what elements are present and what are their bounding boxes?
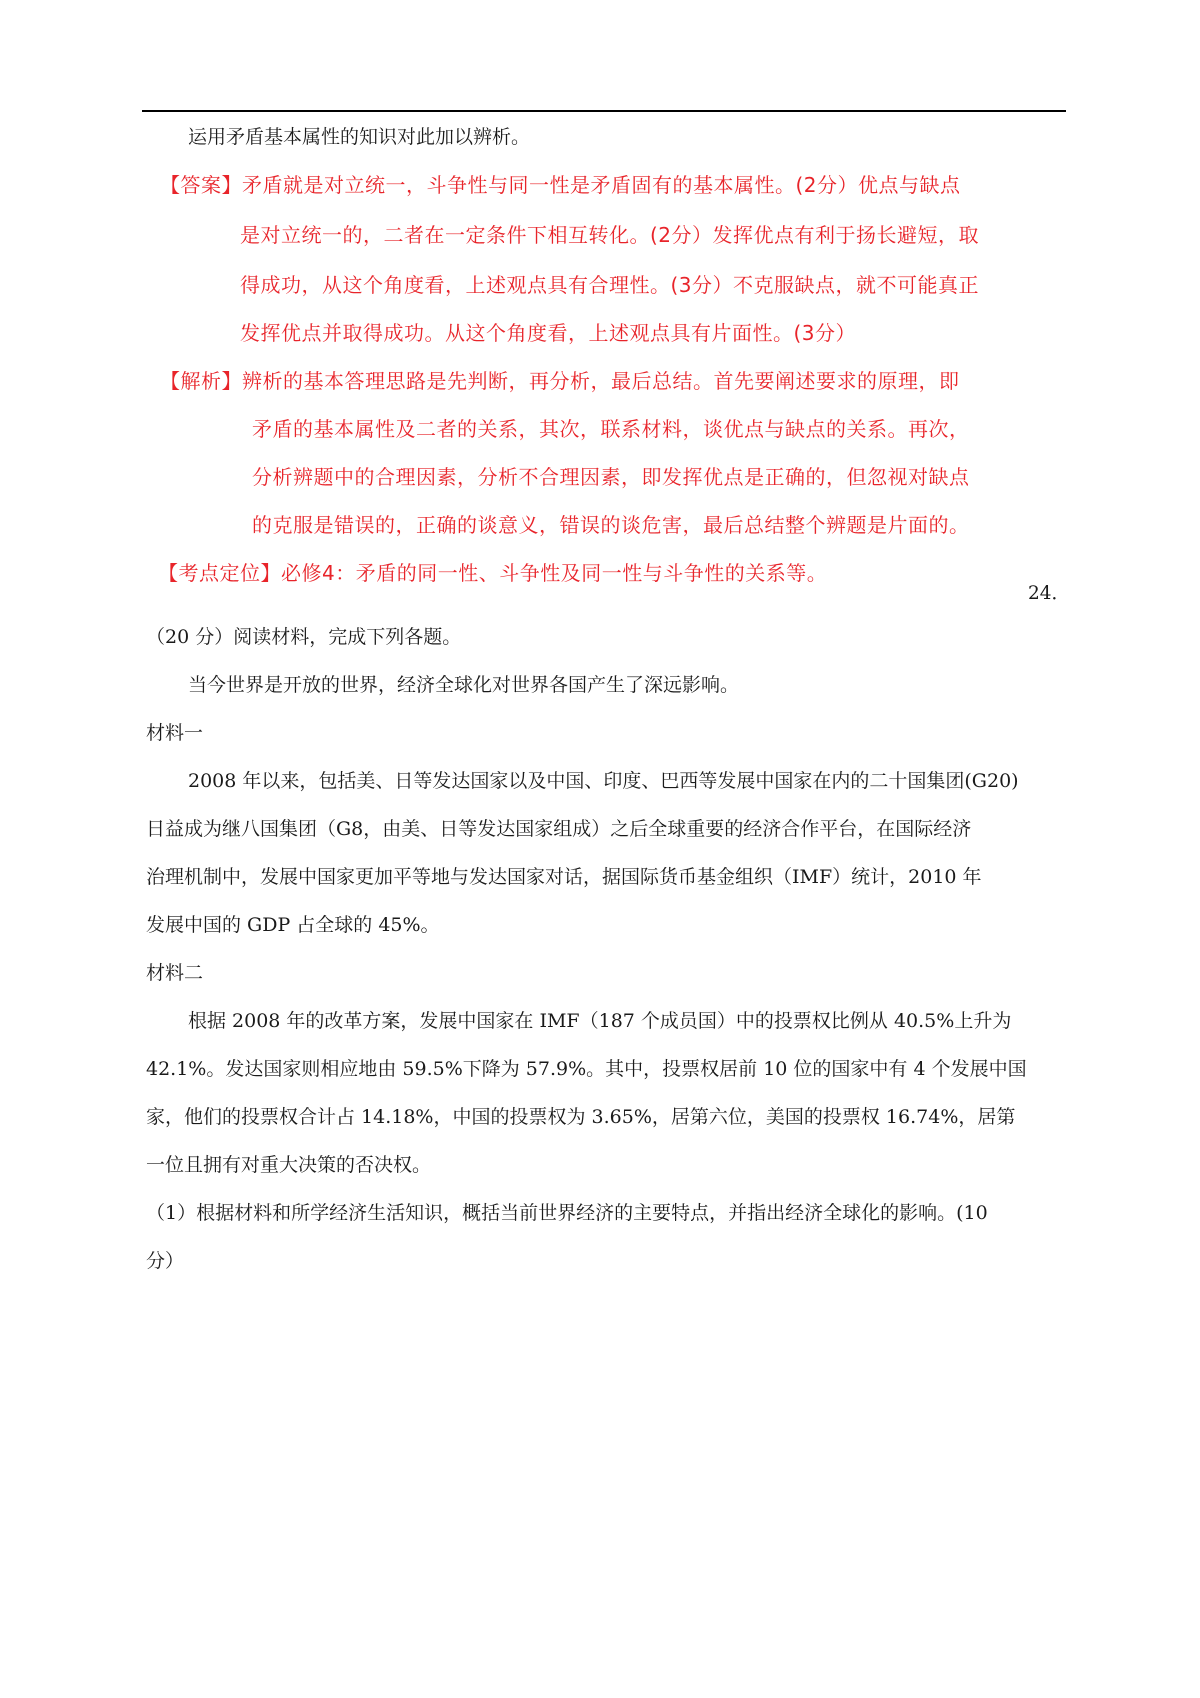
material-1-line-3: 治理机制中，发展中国家更加平等地与发达国家对话，据国际货币基金组织（IMF）统计，2010 年 (146, 866, 982, 888)
material-1-line-4: 发展中国的 GDP 占全球的 45%。 (146, 914, 440, 936)
answer-tag: 【答案】 (160, 173, 242, 197)
material-2-line-4: 一位且拥有对重大决策的否决权。 (146, 1154, 432, 1176)
material-1-line-2: 日益成为继八国集团（G8，由美、日等发达国家组成）之后全球重要的经济合作平台，在国际经济 (146, 818, 972, 840)
material-2-line-2: 42.1%。发达国家则相应地由 59.5%下降为 57.9%。其中，投票权居前 10 位的国家中有 4 个发展中国 (146, 1058, 1027, 1080)
material-1-label: 材料一 (146, 722, 204, 744)
analysis-line-1: 【解析】辨析的基本答理思路是先判断，再分析，最后总结。首先要阐述要求的原理，即 (160, 369, 960, 393)
analysis-line-2: 矛盾的基本属性及二者的关系，其次，联系材料，谈优点与缺点的关系。再次， (252, 417, 970, 441)
material-2-label: 材料二 (146, 962, 204, 984)
answer-line-1: 【答案】矛盾就是对立统一，斗争性与同一性是矛盾固有的基本属性。(2分）优点与缺点 (160, 173, 961, 197)
exam-point-tag: 【考点定位】 (158, 561, 281, 585)
answer-line-4: 发挥优点并取得成功。从这个角度看，上述观点具有片面性。(3分） (240, 321, 857, 345)
material-1-line-1: 2008 年以来，包括美、日等发达国家以及中国、印度、巴西等发展中国家在内的二十国集团(G20) (188, 770, 1019, 792)
analysis-line-4: 的克服是错误的，正确的谈意义，错误的谈危害，最后总结整个辨题是片面的。 (252, 513, 970, 537)
header-rule (142, 110, 1066, 112)
intro-text: 运用矛盾基本属性的知识对此加以辨析。 (188, 126, 531, 148)
answer-line-2: 是对立统一的，二者在一定条件下相互转化。(2分）发挥优点有利于扬长避短，取 (240, 223, 980, 247)
exam-point: 【考点定位】必修4：矛盾的同一性、斗争性及同一性与斗争性的关系等。 (158, 561, 828, 585)
question-score-line: （20 分）阅读材料，完成下列各题。 (146, 626, 462, 648)
question-number: 24． (1028, 582, 1070, 604)
analysis-tag: 【解析】 (160, 369, 242, 393)
analysis-line-3: 分析辨题中的合理因素，分析不合理因素，即发挥优点是正确的，但忽视对缺点 (252, 465, 970, 489)
sub-question-line-2: 分） (146, 1250, 185, 1272)
answer-line-3: 得成功，从这个角度看，上述观点具有合理性。(3分）不克服缺点，就不可能真正 (240, 273, 980, 297)
material-2-line-1: 根据 2008 年的改革方案，发展中国家在 IMF（187 个成员国）中的投票权比例从 40.5%上升为 (188, 1010, 1012, 1032)
sub-question-line-1: （1）根据材料和所学经济生活知识，概括当前世界经济的主要特点，并指出经济全球化的影响。(10 (146, 1202, 988, 1224)
material-2-line-3: 家，他们的投票权合计占 14.18%，中国的投票权为 3.65%，居第六位，美国的投票权 16.74%，居第 (146, 1106, 1016, 1128)
lead-text: 当今世界是开放的世界，经济全球化对世界各国产生了深远影响。 (188, 674, 740, 696)
